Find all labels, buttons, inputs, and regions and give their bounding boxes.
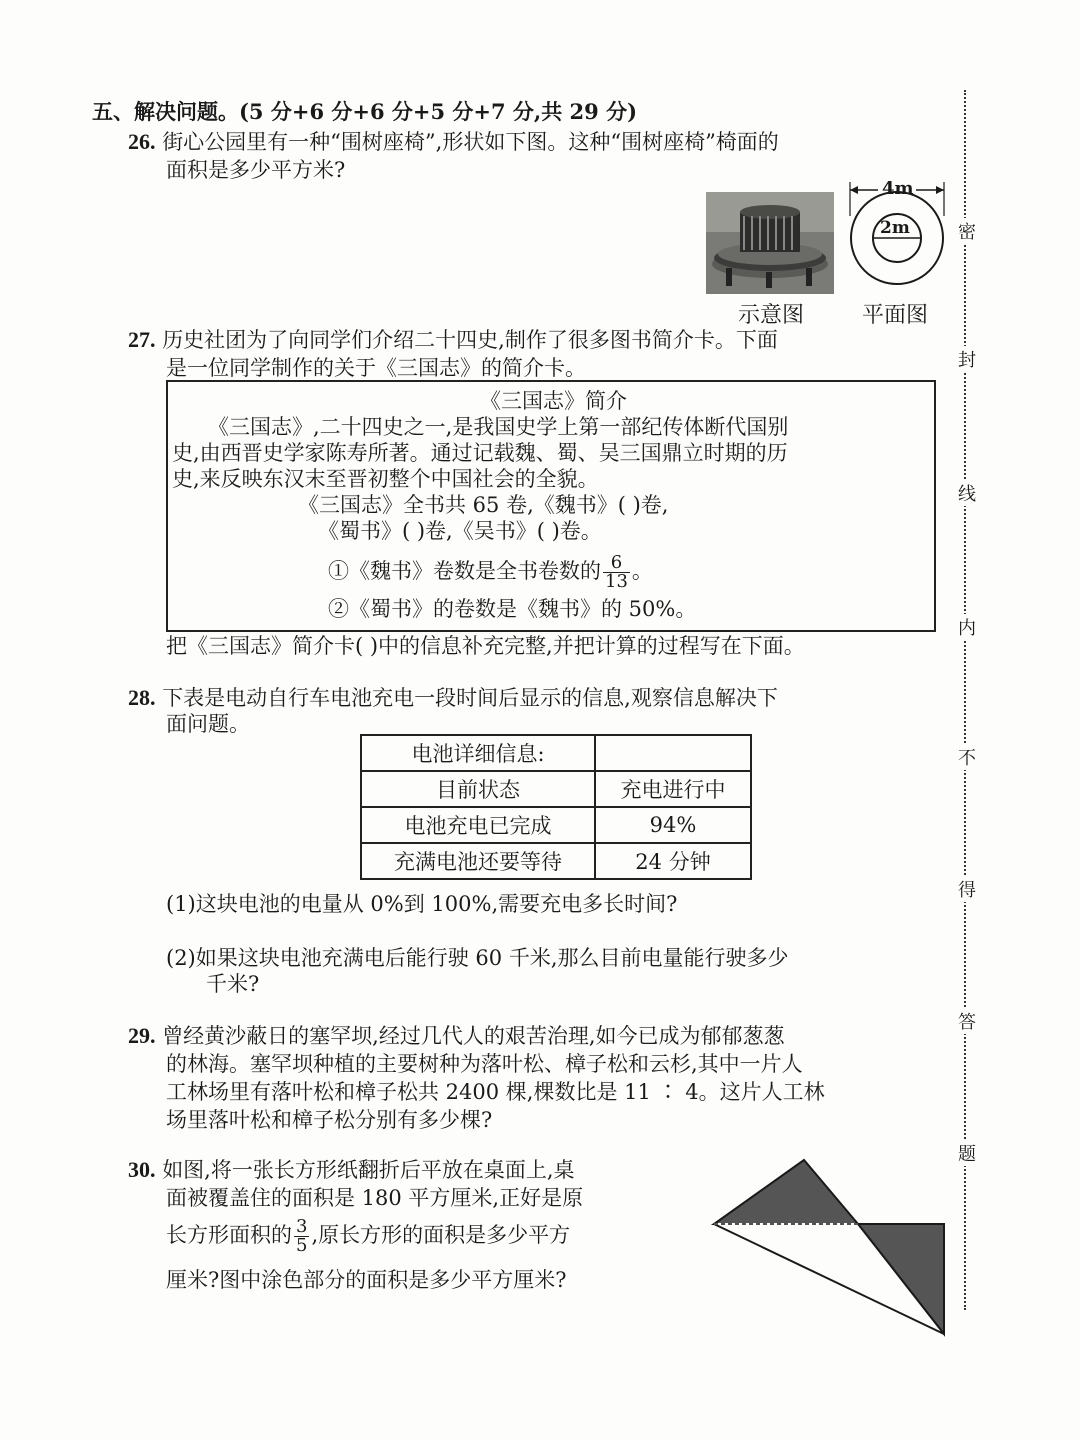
question-26	[128, 128, 779, 156]
table-cell: 电池充电已完成	[361, 807, 595, 843]
question-text: 街心公园里有一种“围树座椅”,形状如下图。这种“围树座椅”椅面的	[162, 130, 779, 154]
binding-char-7: 答	[956, 1008, 978, 1034]
table-cell: 24 分钟	[595, 843, 751, 879]
fraction-6-13	[603, 554, 630, 591]
plan-view-diagram	[844, 176, 950, 300]
card-paragraph-2: 史,由西晋史学家陈寿所著。通过记载魏、蜀、吴三国鼎立时期的历	[172, 441, 788, 465]
question-text: 下表是电动自行车电池充电一段时间后显示的信息,观察信息解决下	[162, 686, 778, 710]
table-row	[361, 735, 751, 771]
binding-char-8: 题	[956, 1140, 978, 1166]
question-30-line2: 面被覆盖住的面积是 180 平方厘米,正好是原	[166, 1186, 584, 1210]
binding-char-4: 内	[956, 614, 978, 640]
question-29	[128, 1022, 785, 1050]
question-30-line3	[166, 1216, 570, 1255]
question-29-line3: 工林场里有落叶松和樟子松共 2400 棵,棵数比是 11 ∶ 4。这片人工林	[166, 1080, 825, 1104]
binding-char-3: 线	[956, 480, 978, 506]
binding-char-2: 封	[956, 346, 978, 372]
question-30	[128, 1156, 575, 1184]
card-hint-2: ②《蜀书》的卷数是《魏书》的 50%。	[328, 597, 697, 621]
card-title: 《三国志》简介	[480, 389, 627, 413]
question-number: 27.	[128, 327, 156, 352]
binding-line	[964, 90, 966, 1310]
card-volumes-line-1: 《三国志》全书共 65 卷,《魏书》( )卷,	[298, 493, 669, 517]
fraction-numerator: 3	[296, 1216, 308, 1237]
table-cell: 电池详细信息:	[361, 735, 595, 771]
folded-paper-diagram	[706, 1154, 958, 1344]
card-paragraph-3: 史,来反映东汉末至晋初整个中国社会的全貌。	[172, 467, 599, 491]
inner-diameter-label: 2m	[880, 218, 910, 238]
question-27-footer: 把《三国志》简介卡( )中的信息补充完整,并把计算的过程写在下面。	[166, 634, 805, 658]
question-29-line4: 场里落叶松和樟子松分别有多少棵?	[166, 1108, 493, 1132]
table-row	[361, 771, 751, 807]
card-hint-1	[328, 552, 653, 591]
battery-info-table	[360, 734, 752, 880]
hint-1-text: ①《魏书》卷数是全书卷数的	[328, 559, 601, 583]
question-27	[128, 326, 778, 354]
fraction-denominator: 13	[605, 571, 628, 592]
question-28	[128, 684, 778, 712]
question-number: 28.	[128, 685, 156, 710]
binding-char-6: 得	[956, 876, 978, 902]
table-cell: 充满电池还要等待	[361, 843, 595, 879]
tree-seat-photo	[706, 192, 834, 294]
outer-diameter-label: 4m	[882, 178, 914, 199]
binding-char-5: 不	[956, 744, 978, 770]
photo-caption: 示意图	[738, 303, 805, 328]
hint-1-end: 。	[631, 559, 653, 583]
question-28-sub-1: (1)这块电池的电量从 0%到 100%,需要充电多长时间?	[166, 892, 678, 916]
question-30-line3-start: 长方形面积的	[166, 1223, 292, 1247]
question-30-line3-end: ,原长方形的面积是多少平方	[311, 1223, 571, 1247]
question-27-line2: 是一位同学制作的关于《三国志》的简介卡。	[166, 356, 586, 380]
card-volumes-line-2: 《蜀书》( )卷,《吴书》( )卷。	[318, 519, 602, 543]
question-number: 26.	[128, 129, 156, 154]
question-28-line2: 面问题。	[166, 712, 250, 736]
question-30-line4: 厘米?图中涂色部分的面积是多少平方厘米?	[166, 1268, 567, 1292]
plan-caption: 平面图	[862, 303, 929, 328]
question-text: 曾经黄沙蔽日的塞罕坝,经过几代人的艰苦治理,如今已成为郁郁葱葱	[162, 1024, 785, 1048]
question-26-line2: 面积是多少平方米?	[166, 158, 346, 182]
question-text: 历史社团为了向同学们介绍二十四史,制作了很多图书简介卡。下面	[162, 328, 778, 352]
question-28-sub-2-line2: 千米?	[206, 972, 260, 996]
fraction-numerator: 6	[603, 554, 630, 573]
fraction-denominator: 5	[296, 1235, 308, 1256]
table-row	[361, 807, 751, 843]
question-number: 29.	[128, 1023, 156, 1048]
table-cell	[595, 735, 751, 771]
question-28-sub-2: (2)如果这块电池充满电后能行驶 60 千米,那么目前电量能行驶多少	[166, 946, 789, 970]
table-cell: 94%	[595, 807, 751, 843]
table-row	[361, 843, 751, 879]
section-title: 五、解决问题。(5 分+6 分+6 分+5 分+7 分,共 29 分)	[92, 99, 638, 124]
binding-char-1: 密	[956, 218, 978, 244]
question-number: 30.	[128, 1157, 156, 1182]
intro-card	[166, 380, 936, 632]
question-text: 如图,将一张长方形纸翻折后平放在桌面上,桌	[162, 1158, 575, 1182]
question-29-line2: 的林海。塞罕坝种植的主要树种为落叶松、樟子松和云杉,其中一片人	[166, 1052, 803, 1076]
table-cell: 充电进行中	[595, 771, 751, 807]
table-cell: 目前状态	[361, 771, 595, 807]
fraction-3-5	[294, 1218, 309, 1255]
card-paragraph-1: 《三国志》,二十四史之一,是我国史学上第一部纪传体断代国别	[208, 415, 789, 439]
